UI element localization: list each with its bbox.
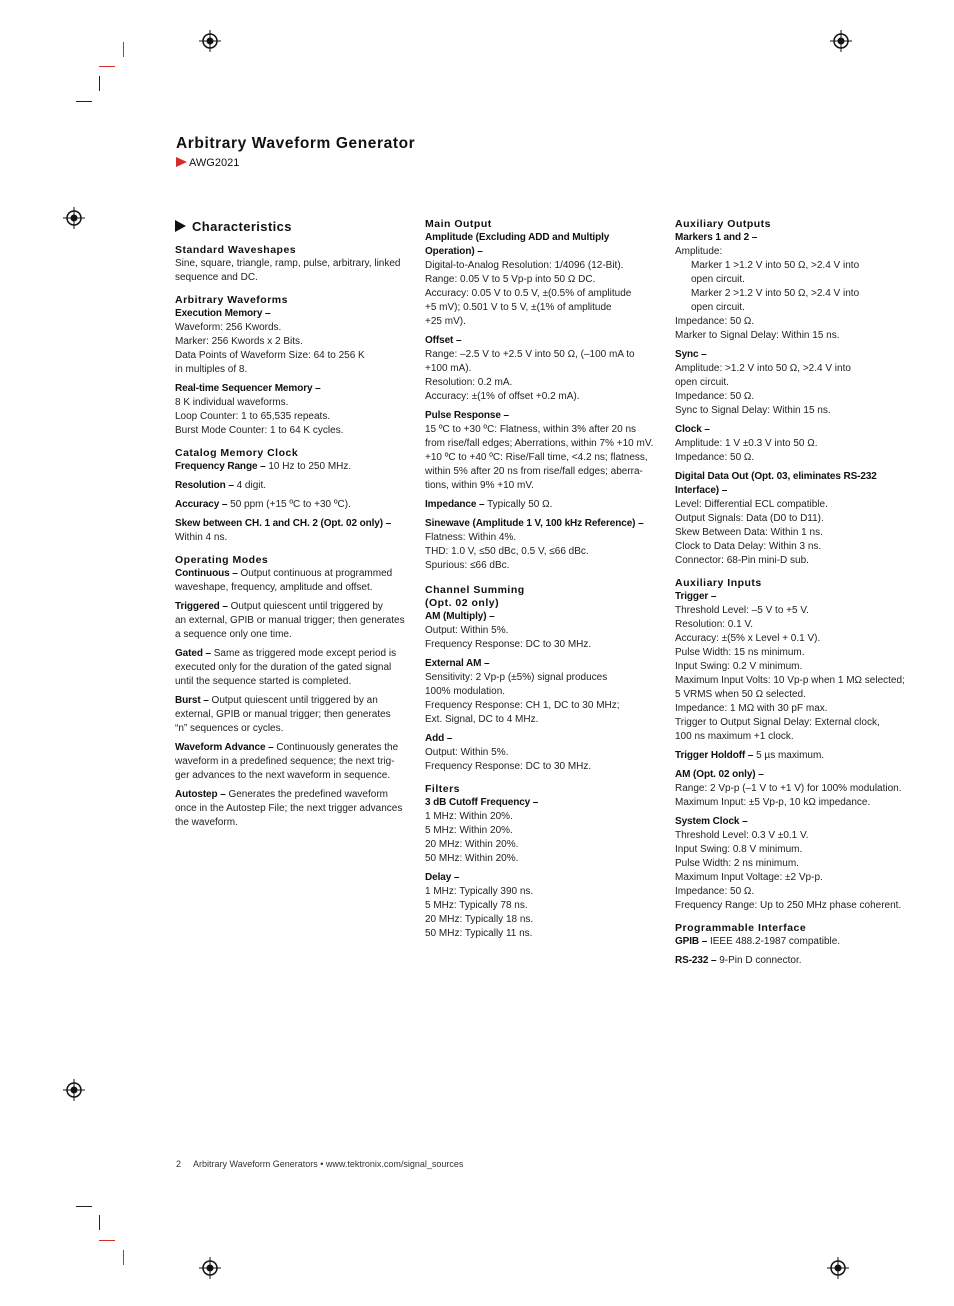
crop-mark [99,76,100,91]
section-heading: Characteristics [175,220,397,234]
text-block: Offset – Range: –2.5 V to +2.5 V into 50 Ω, (–100 mA to +100 mA). Resolution: 0.2 mA. Accuracy: ±(1% of offset +0.2 mA). [425,335,635,402]
registration-mark-icon [830,30,852,52]
red-arrow-icon [176,157,187,167]
section-title: Standard Waveshapes [175,244,297,256]
model-label [176,157,239,169]
section-title: Channel Summing (Opt. 02 only) [425,584,525,609]
crop-mark [99,1240,115,1241]
text-block: Pulse Response – 15 ºC to +30 ºC: Flatness, within 3% after 20 ns from rise/fall edges; Aberrations, within 7% +10 mV. +10 ºC to +40 ºC: Rise/Fall time, <4.2 ns; flatness, within 5% after 20 ns from rise/fall edges; aberra- tions, within 9% +10 mV. [425,410,654,491]
registration-mark-icon [63,1079,85,1101]
registration-mark-icon [199,30,221,52]
spec-line: RS-232 – 9-Pin D connector. [675,955,802,966]
text-block: System Clock – Threshold Level: 0.3 V ±0.1 V. Input Swing: 0.8 V minimum. Pulse Width: 2 ns minimum. Maximum Input Voltage: ±2 Vp-p. Impedance: 50 Ω. Frequency Range: Up to 250 MHz phase coherent. [675,816,902,911]
text-block: Burst – Output quiescent until triggered by an external, GPIB or manual trigger; then generates “n” sequences or cycles. [175,695,391,734]
text-block: Amplitude (Excluding ADD and Multiply Operation) – Digital-to-Analog Resolution: 1/4096 (12-Bit). Range: 0.05 V to 5 Vp-p into 50 Ω DC. Accuracy: 0.05 V to 0.5 V, ±(0.5% of amplitude +5 mV); 0.501 V to 5 V, ±(1% of amplitude +25 mV). [425,232,632,327]
crop-mark [123,1250,124,1265]
column-characteristics [175,218,405,830]
text-block: Sinewave (Amplitude 1 V, 100 kHz Reference) – Flatness: Within 4%. THD: 1.0 V, ≤50 dBc, 0.5 V, ≤66 dBc. Spurious: ≤66 dBc. [425,518,644,571]
crop-mark [76,101,92,102]
page-footer [176,1159,463,1169]
text-block: Gated – Same as triggered mode except period is executed only for the duration of the gated signal until the sequence started is completed. [175,648,397,687]
text-block: Execution Memory – Waveform: 256 Kwords. Marker: 256 Kwords x 2 Bits. Data Points of Waveform Size: 64 to 256 K in multiples of 8. [175,308,365,375]
text-block: AM (Multiply) – Output: Within 5%. Frequency Response: DC to 30 MHz. [425,611,592,650]
section-title: Arbitrary Waveforms [175,294,288,306]
text-block: Skew between CH. 1 and CH. 2 (Opt. 02 only) – Within 4 ns. [175,518,392,543]
page-title: Arbitrary Waveform Generator [176,135,416,152]
text-block: External AM – Sensitivity: 2 Vp-p (±5%) signal produces 100% modulation. Frequency Response: CH 1, DC to 30 MHz; Ext. Signal, DC to 4 MHz. [425,658,620,725]
text-block: Clock – Amplitude: 1 V ±0.3 V into 50 Ω. Impedance: 50 Ω. [675,424,818,463]
text-block: AM (Opt. 02 only) – Range: 2 Vp-p (–1 V to +1 V) for 100% modulation. Maximum Input: ±5 Vp-p, 10 kΩ impedance. [675,769,902,808]
crop-mark [76,1206,92,1207]
spec-line: Frequency Range – 10 Hz to 250 MHz. [175,461,352,472]
spec-line: Accuracy – 50 ppm (+15 ºC to +30 ºC). [175,499,351,510]
section-title: Auxiliary Inputs [675,577,762,589]
footer-text: Arbitrary Waveform Generators • www.tektronix.com/signal_sources [193,1159,464,1169]
text-block: Waveform Advance – Continuously generates the waveform in a predefined sequence; the next trig- ger advances to the next waveform in sequence. [175,742,399,781]
registration-mark-icon [63,207,85,229]
spec-line: Resolution – 4 digit. [175,480,267,491]
text-block: Real-time Sequencer Memory – 8 K individual waveforms. Loop Counter: 1 to 65,535 repeats. Burst Mode Counter: 1 to 64 K cycles. [175,383,344,436]
crop-mark [123,42,124,57]
section-title: Operating Modes [175,554,269,566]
page-number: 2 [176,1159,182,1169]
section-title: Main Output [425,218,492,230]
section-title: Auxiliary Outputs [675,218,772,230]
section-title: Filters [425,783,461,795]
registration-mark-icon [827,1257,849,1279]
registration-mark-icon [199,1257,221,1279]
text-block: Sine, square, triangle, ramp, pulse, arbitrary, linked sequence and DC. [175,258,401,283]
column-auxiliary [675,218,905,968]
text-block: Digital Data Out (Opt. 03, eliminates RS-232 Interface) – Level: Differential ECL compatible. Output Signals: Data (D0 to D11). Skew Between Data: Within 1 ns. Clock to Data Delay: Within 3 ns. Connector: 68-Pin mini-D sub. [675,471,877,566]
text-block: Autostep – Generates the predefined waveform once in the Autostep File; the next trigger advances the waveform. [175,789,403,828]
section-title: Catalog Memory Clock [175,447,299,459]
text-block: Sync – Amplitude: >1.2 V into 50 Ω, >2.4 V into open circuit. Impedance: 50 Ω. Sync to Signal Delay: Within 15 ns. [675,349,851,416]
spec-line: GPIB – IEEE 488.2-1987 compatible. [675,936,841,947]
text-block: Add – Output: Within 5%. Frequency Response: DC to 30 MHz. [425,733,592,772]
spec-line: Trigger Holdoff – 5 µs maximum. [675,750,825,761]
text-block: Continuous – Output continuous at programmed waveshape, frequency, amplitude and offset. [175,568,393,593]
crop-mark [99,66,115,67]
model-name: AWG2021 [189,157,240,169]
spec-line: Impedance – Typically 50 Ω. [425,499,553,510]
arrow-icon [175,220,186,232]
column-outputs [425,218,654,941]
text-block: Trigger – Threshold Level: –5 V to +5 V. Resolution: 0.1 V. Accuracy: ±(5% x Level + 0.1 V). Pulse Width: 15 ns minimum. Input Swing: 0.2 V minimum. Maximum Input Volts: 10 Vp-p when 1 MΩ selected; 5 VRMS when 50 Ω selected. Impedance: 1 MΩ with 30 pF max. Trigger to Output Signal Delay: External clock, 100 ns maximum +1 clock. [675,591,905,742]
crop-mark [99,1215,100,1230]
text-block: Triggered – Output quiescent until triggered by an external, GPIB or manual trigger; then generates a sequence only one time. [175,601,405,640]
section-title: Programmable Interface [675,922,807,934]
text-block: Delay – 1 MHz: Typically 390 ns. 5 MHz: Typically 78 ns. 20 MHz: Typically 18 ns. 50 MHz: Typically 11 ns. [425,872,534,939]
text-block: 3 dB Cutoff Frequency – 1 MHz: Within 20%. 5 MHz: Within 20%. 20 MHz: Within 20%. 50 MHz: Within 20%. [425,797,539,864]
text-block: Markers 1 and 2 – Amplitude: Marker 1 >1.2 V into 50 Ω, >2.4 V into open circuit. Marker 2 >1.2 V into 50 Ω, >2.4 V into open circuit. Impedance: 50 Ω. Marker to Signal Delay: Within 15 ns. [675,232,860,341]
